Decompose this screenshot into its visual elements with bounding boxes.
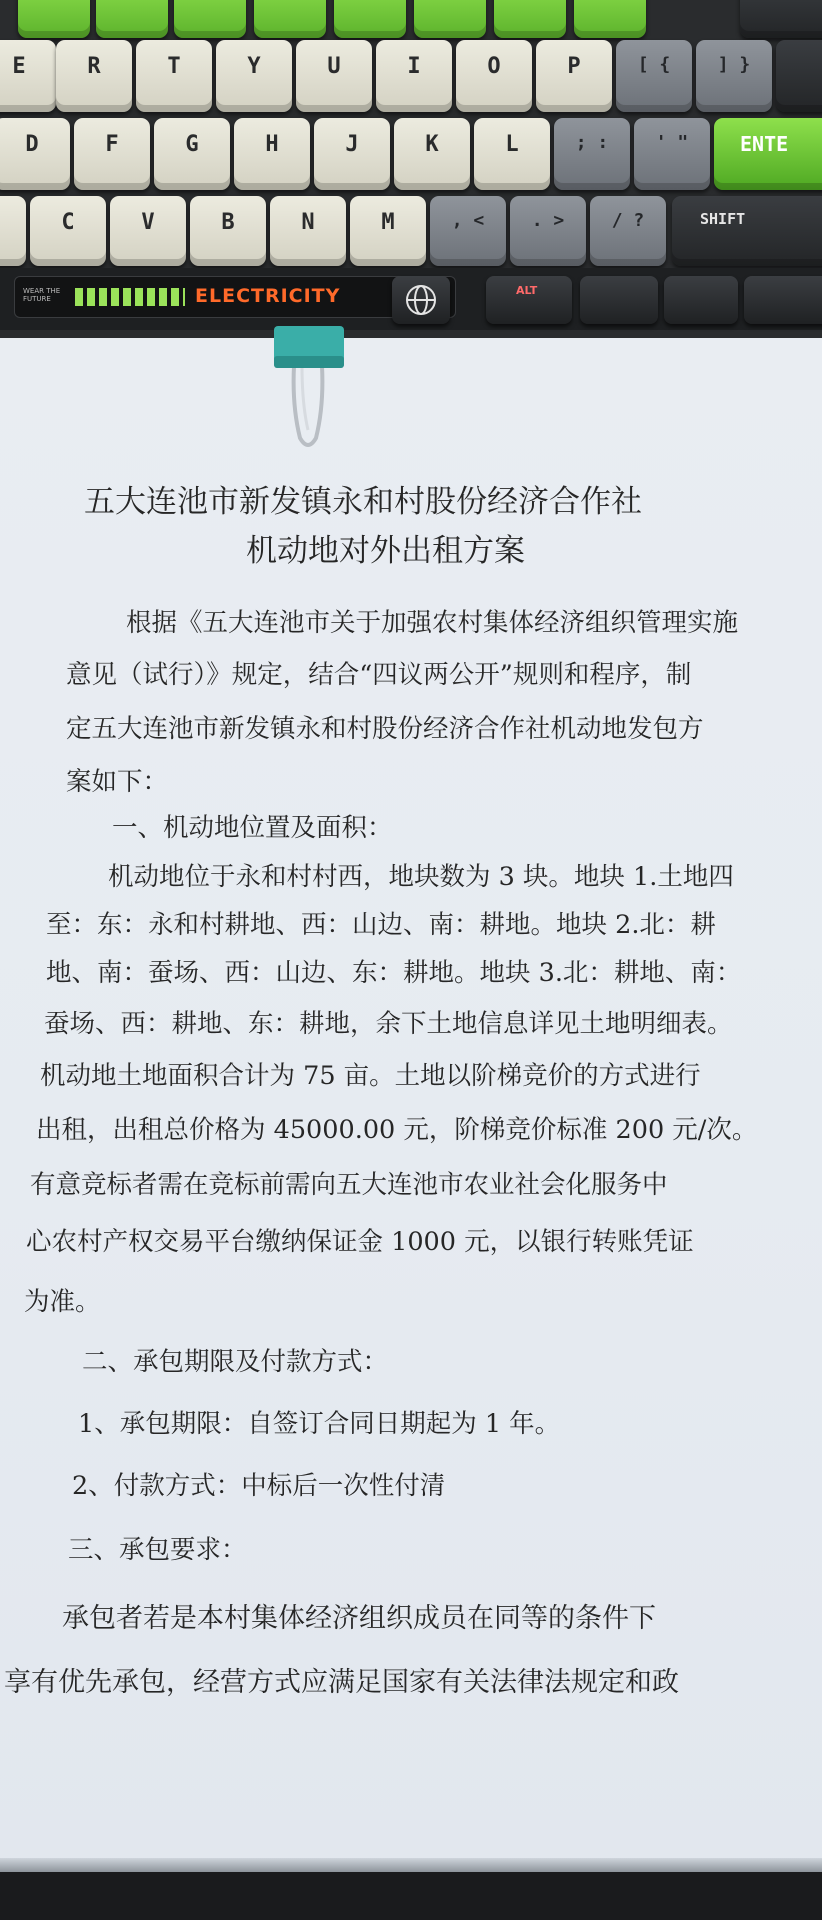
battery-stripe-icon (75, 288, 185, 306)
key-r: R (56, 40, 132, 112)
key-y: Y (216, 40, 292, 112)
section-heading: 一、机动地位置及面积： (112, 813, 393, 843)
keycap-green (96, 0, 168, 38)
binder-clip-icon (272, 326, 346, 456)
body-line: 定五大连池市新发镇永和村股份经济合作社机动地发包方 (66, 714, 704, 744)
section-heading: 二、承包期限及付款方式： (82, 1347, 389, 1377)
body-line: 心农村产权交易平台缴纳保证金 1000 元，以银行转账凭证 (26, 1227, 694, 1257)
keycap-green (18, 0, 90, 38)
key-p: P (536, 40, 612, 112)
key-n: N (270, 196, 346, 266)
key-h: H (234, 118, 310, 190)
keycap-dark (740, 0, 822, 38)
body-line: 机动地位于永和村村西，地块数为 3 块。地块 1.土地四 (108, 862, 734, 892)
key-i: I (376, 40, 452, 112)
key-f: F (74, 118, 150, 190)
body-line: 根据《五大连池市关于加强农村集体经济组织管理实施 (126, 608, 739, 638)
key-d: D (0, 118, 70, 190)
key-fn (580, 276, 658, 324)
key-m: M (350, 196, 426, 266)
section-heading: 三、承包要求： (68, 1535, 247, 1565)
keycap-green (254, 0, 326, 38)
key-g: G (154, 118, 230, 190)
key-semicolon: ; : (554, 118, 630, 190)
key-slash: / ? (590, 196, 666, 266)
key-enter: ENTE (714, 118, 822, 190)
body-line: 至：东：永和村耕地、西：山边、南：耕地。地块 2.北：耕 (46, 910, 716, 940)
key-e: E (0, 40, 56, 112)
key-l: L (474, 118, 550, 190)
keycap-green (334, 0, 406, 38)
globe-icon (392, 276, 450, 324)
body-line: 为准。 (24, 1287, 101, 1317)
keycap-green (494, 0, 566, 38)
body-line: 有意竞标者需在竞标前需向五大连池市农业社会化服务中 (30, 1170, 668, 1200)
bar-text: ELECTRICITY (195, 285, 341, 307)
key-o: O (456, 40, 532, 112)
key-quote: ' " (634, 118, 710, 190)
key-bracket-right: ] } (696, 40, 772, 112)
key-k: K (394, 118, 470, 190)
key-backslash (776, 40, 822, 112)
body-line: 案如下： (66, 767, 169, 797)
body-line: 2、付款方式：中标后一次性付清 (72, 1471, 446, 1501)
key-globe (392, 276, 450, 324)
keycap-green (414, 0, 486, 38)
body-line: 1、承包期限：自签订合同日期起为 1 年。 (78, 1409, 561, 1439)
key-period: . > (510, 196, 586, 266)
key-t: T (136, 40, 212, 112)
body-line: 机动地土地面积合计为 75 亩。土地以阶梯竞价的方式进行 (40, 1061, 701, 1091)
key-c: C (30, 196, 106, 266)
key-x (0, 196, 26, 266)
body-line: 地、南：蚕场、西：山边、东：耕地。地块 3.北：耕地、南： (46, 958, 742, 988)
key-arrow (744, 276, 822, 324)
alt-label: ALT (516, 284, 538, 297)
key-alt (486, 276, 572, 324)
key-comma: , < (430, 196, 506, 266)
key-b: B (190, 196, 266, 266)
key-menu (664, 276, 738, 324)
keyboard (0, 0, 822, 338)
document-title-line1: 五大连池市新发镇永和村股份经济合作社 (84, 484, 642, 520)
key-bracket-left: [ { (616, 40, 692, 112)
body-line: 蚕场、西：耕地、东：耕地，余下土地信息详见土地明细表。 (44, 1009, 733, 1039)
key-u: U (296, 40, 372, 112)
table-surface (0, 1858, 822, 1920)
body-line: 意见（试行）》规定，结合“四议两公开”规则和程序，制 (66, 660, 692, 690)
keycap-green (174, 0, 246, 38)
body-line: 享有优先承包，经营方式应满足国家有关法律法规定和政 (4, 1667, 679, 1698)
electricity-spacebar (14, 276, 456, 318)
paper-stack-edge (0, 1858, 822, 1872)
document-title-line2: 机动地对外出租方案 (246, 533, 525, 569)
key-v: V (110, 196, 186, 266)
key-shift: SHIFT (672, 196, 822, 266)
body-line: 承包者若是本村集体经济组织成员在同等的条件下 (62, 1603, 656, 1634)
keycap-green (574, 0, 646, 38)
bar-small-text: WEAR THE FUTURE (23, 287, 61, 303)
key-j: J (314, 118, 390, 190)
body-line: 出租，出租总价格为 45000.00 元，阶梯竞价标准 200 元/次。 (36, 1115, 758, 1145)
